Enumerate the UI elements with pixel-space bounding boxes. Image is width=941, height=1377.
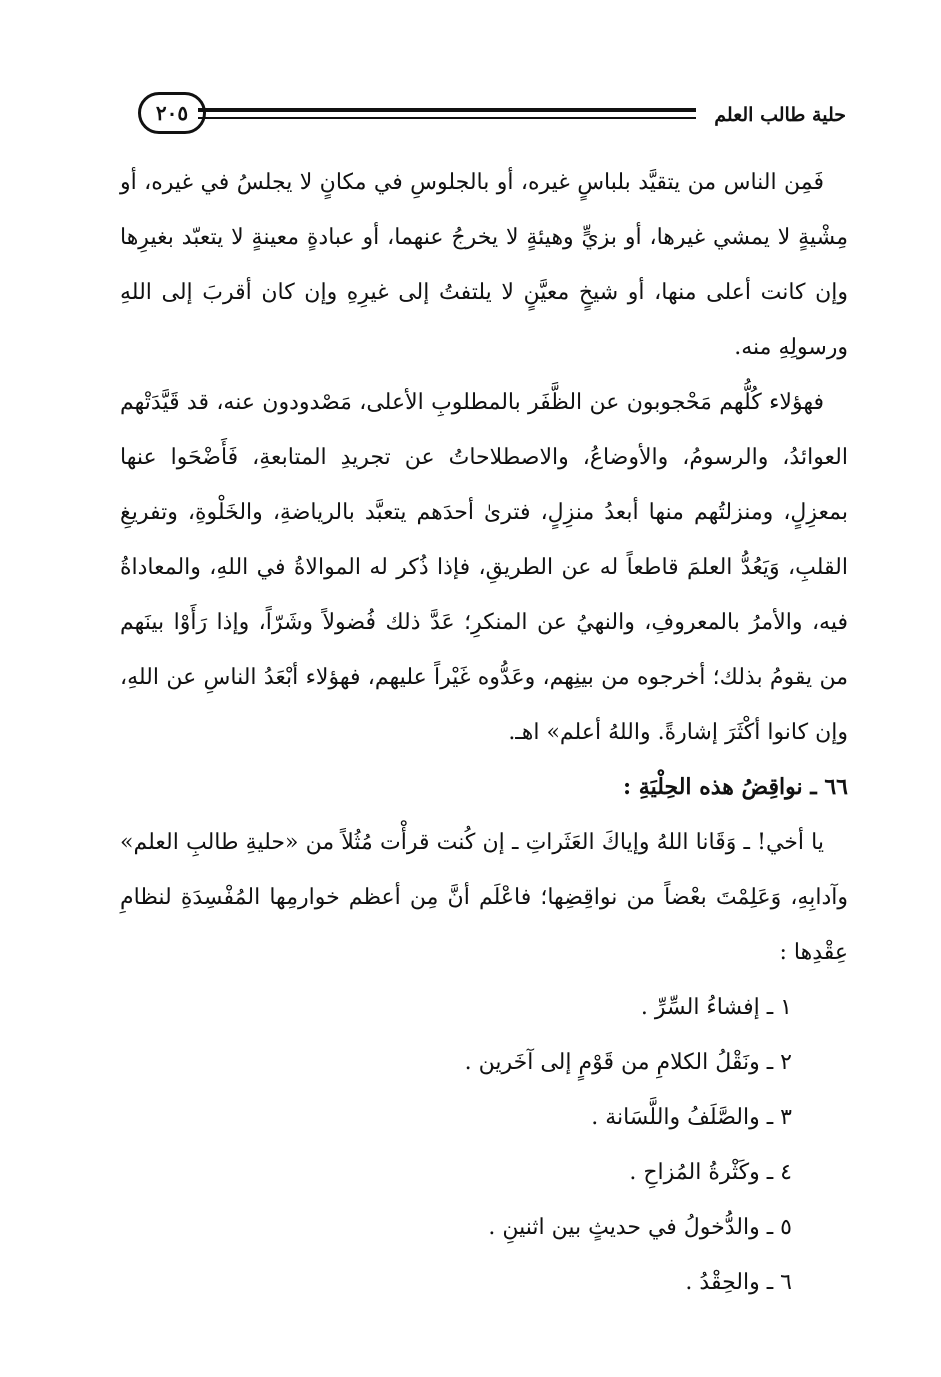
page-header	[130, 88, 846, 138]
list-item: ٣ ـ والصَّلَفُ واللَّسَانة .	[591, 1105, 792, 1130]
page-number: ٢٠٥	[155, 101, 189, 125]
list-item: ٤ ـ وكَثْرةُ المُزاحِ .	[629, 1160, 792, 1185]
list-item: ٢ ـ ونَقْلُ الكلامِ من قَوْمٍ إلى آخَرين .	[464, 1050, 792, 1075]
header-rule-thin	[198, 117, 696, 119]
list-item: ٦ ـ والحِقْدُ .	[685, 1270, 792, 1295]
paragraph: يا أخي! ـ وَقَانا اللهُ وإياكَ العَثَراتِ ـ إن كُنت قرأْت مُثُلاً من «حليةِ طالبِ العلم» وآدابِهِ، وَعَلِمْتَ بعْضاً من نواقِضِها؛ فاعْلَم أنَّ مِن أعظم خوارمِها المُفْسِدَةِ لنظامِ عِقْدِها :	[120, 830, 848, 965]
list-item: ١ ـ إفشاءُ السِّرِّ .	[640, 995, 792, 1020]
violations-list	[120, 980, 848, 1310]
paragraph: فَمِن الناس من يتقيَّد بلباسٍ غيره، أو بالجلوسِ في مكانٍ لا يجلسُ في غيره، أو مِشْيةٍ لا يمشي غيرها، أو بزيٍّ وهيئةٍ لا يخرجُ عنهما، أو عبادةٍ معينةٍ لا يتعبّد بغيرِها وإن كانت أعلى منها، أو شيخٍ معيَّنٍ لا يلتفتُ إلى غيرِهِ وإن كان أقربَ إلى اللهِ ورسولِهِ منه.	[120, 170, 848, 360]
page-body	[120, 155, 848, 1310]
list-item: ٥ ـ والدُّخولُ في حديثٍ بين اثنينِ .	[488, 1215, 792, 1240]
paragraph: فهؤلاء كُلُّهم مَحْجوبون عن الظَّفَر بالمطلوبِ الأعلى، مَصْدودون عنه، قد قَيَّدَتْهم العوائدُ، والرسومُ، والأوضاعُ، والاصطلاحاتُ عن تجريدِ المتابعةِ، فَأَضْحَوا عنها بمعزِلٍ، ومنزلتُهم منها أبعدُ منزِلٍ، فترىٰ أحدَهم يتعبَّد بالرياضةِ، والخَلْوةِ، وتفريغِ القلبِ، وَيَعُدُّ العلمَ قاطعاً له عن الطريقِ، فإذا ذُكر له الموالاةُ في اللهِ، والمعاداةُ فيه، والأمرُ بالمعروفِ، والنهيُ عن المنكرِ؛ عَدَّ ذلك فُضولاً وشَرّاً، وإذا رَأَوْا بينَهم من يقومُ بذلك؛ أخرجوه من بينِهم، وعَدُّوه غَيْراً عليهم، فهؤلاء أبْعَدُ الناسِ عن اللهِ، وإن كانوا أكْثَرَ إشارةً. واللهُ أعلم» اهـ.	[120, 390, 849, 745]
header-rule	[198, 108, 696, 112]
running-title: حلية طالب العلم	[714, 104, 846, 126]
page-number-badge	[138, 92, 206, 134]
section-heading: ٦٦ ـ نواقِضُ هذه الحِلْيَةِ :	[623, 774, 848, 800]
